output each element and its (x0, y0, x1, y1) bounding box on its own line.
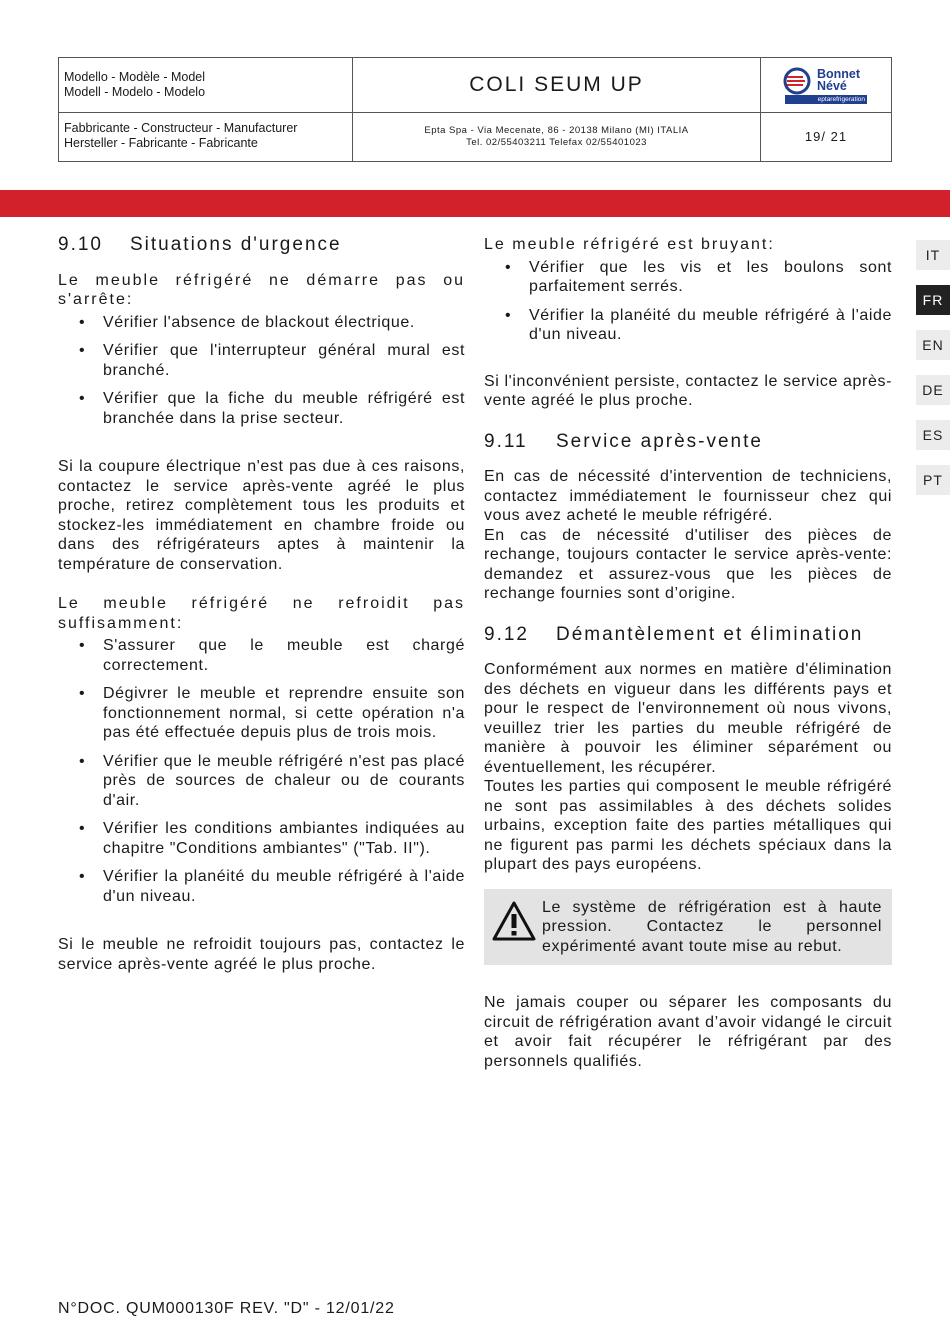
lang-tab-fr[interactable]: FR (916, 285, 950, 315)
model-label-2: Modell - Modelo - Modelo (64, 85, 206, 99)
logo-tagline: eptarefrigeration (785, 95, 867, 104)
logo-cell (761, 58, 891, 112)
spacer (484, 604, 892, 625)
lang-tab-en[interactable]: EN (916, 330, 950, 360)
manufacturer-label-cell (59, 113, 353, 162)
noisy-heading: Le meuble réfrigéré est bruyant: (484, 236, 775, 253)
not-cooling-checklist (58, 636, 465, 906)
no-start-heading: Le meuble réfrigéré ne démarre pas ou s'arrête: (58, 271, 465, 308)
manufacturer-label-2: Hersteller - Fabricante - Fabricante (64, 136, 258, 150)
warning-triangle-icon (492, 901, 536, 941)
list-item: • S'assurer que le meuble est chargé correctement. (103, 636, 465, 675)
model-label-cell (59, 58, 353, 112)
logo-line-2: Névé (817, 79, 847, 93)
header-row-model (59, 58, 891, 113)
section-title: Service après-vente (556, 430, 763, 452)
left-column (58, 235, 465, 974)
spacer (484, 411, 892, 432)
lang-tab-de[interactable]: DE (916, 375, 950, 405)
logo-swoosh-icon (783, 67, 811, 95)
not-cooling-heading: Le meuble réfrigéré ne refroidit pas suffisamment: (58, 595, 465, 632)
section-title: Démantèlement et élimination (556, 623, 864, 645)
address-cell (353, 113, 761, 162)
logo-line-1: Bonnet (817, 67, 861, 81)
spacer (58, 915, 465, 935)
persistent-issue-paragraph: Si l'inconvénient persiste, contactez le service après-vente agréé le plus proche. (484, 372, 892, 409)
header-row-manufacturer (59, 113, 891, 162)
list-item: • Vérifier que la fiche du meuble réfrigéré est branchée dans la prise secteur. (103, 389, 465, 428)
list-item: • Vérifier que les vis et les boulons sont parfaitement serrés. (529, 258, 892, 297)
lang-tab-it[interactable]: IT (916, 240, 950, 270)
model-label-1: Modello - Modèle - Model (64, 70, 206, 84)
list-item: • Dégivrer le meuble et reprendre ensuite son fonctionnement normal, si cette opération n'a pas été effectuée depuis plus de trois mois. (103, 684, 465, 743)
page-number: 19/ 21 (804, 129, 848, 144)
list-item: • Vérifier l'absence de blackout électrique. (103, 313, 465, 333)
noisy-checklist (484, 258, 892, 345)
manufacturer-label-1: Fabbricante - Constructeur - Manufacturer (64, 121, 298, 135)
final-paragraph: Ne jamais couper ou séparer les composants du circuit de réfrigération avant d’avoir vidangé le circuit et avoir fait récupérer le réfrigérant par des personnels qualifiés. (484, 994, 892, 1070)
spacer (484, 354, 892, 372)
address-line-1: Epta Spa - Via Mecenate, 86 - 20138 Milano (MI) ITALIA (424, 125, 689, 136)
brand-logo (783, 65, 869, 105)
lang-tab-es[interactable]: ES (916, 420, 950, 450)
lang-tab-pt[interactable]: PT (916, 465, 950, 495)
red-band-divider (0, 190, 950, 217)
address-line-2: Tel. 02/55403211 Telefax 02/55401023 (466, 137, 647, 148)
disposal-paragraph-2: Toutes les parties qui composent le meuble réfrigéré ne sont pas assimilables à des déchets solides urbains, exception faite des parties métalliques qui ne figurent pas parmi les déchets spéciaux dans la plupart des pays européens. (484, 778, 892, 873)
page-cell (761, 113, 891, 162)
section-number: 9.10 (58, 234, 103, 255)
still-not-cooling-paragraph: Si le meuble ne refroidit toujours pas, contactez le service après-vente agréé le plus proche. (58, 936, 465, 973)
service-paragraph-2: En cas de nécessité d'utiliser des pièces de rechange, toujours contacter le service après-vente: demandez et assurez-vous que les pièces de rechange fournies sont d’origine. (484, 526, 892, 602)
warning-box (484, 889, 892, 966)
power-cut-paragraph: Si la coupure électrique n'est pas due à ces raisons, contactez le service après-vente agréé le plus proche, retirez complètement tous les produits et stockez-les immédiatement en chambre froide ou dans des réfrigérateurs aptes à maintenir la température de conservation. (58, 458, 465, 573)
list-item: • Vérifier la planéité du meuble réfrigéré à l'aide d'un niveau. (103, 867, 465, 906)
section-heading-9-11 (484, 432, 892, 452)
list-item: • Vérifier les conditions ambiantes indiquées au chapitre "Conditions ambiantes" ("Tab. II"). (103, 819, 465, 858)
section-heading-9-12 (484, 625, 892, 645)
no-start-checklist (58, 313, 465, 429)
disposal-paragraph-1: Conformément aux normes en matière d'élimination des déchets en vigueur dans les différents pays et pour le respect de l'environnement où nous vivons, veuillez trier les parties du meuble réfrigéré de manière à pouvoir les éliminer séparément ou éventuellement, les récupérer. (484, 661, 892, 776)
list-item: • Vérifier que l'interrupteur général mural est branché. (103, 341, 465, 380)
section-number: 9.12 (484, 623, 529, 645)
model-name: COLI SEUM UP (469, 73, 644, 96)
right-column (484, 235, 892, 1071)
section-number: 9.11 (484, 430, 528, 452)
list-item: • Vérifier la planéité du meuble réfrigéré à l'aide d'un niveau. (529, 306, 892, 345)
spacer (58, 437, 465, 457)
header-table (58, 57, 892, 162)
manufacturer-address (353, 125, 760, 149)
section-heading-9-10 (58, 235, 465, 255)
warning-text: Le système de réfrigération est à haute pression. Contactez le personnel expérimenté avant toute mise au rebut. (542, 898, 882, 955)
spacer (484, 965, 892, 993)
service-paragraph-1: En cas de nécessité d'intervention de techniciens, contactez immédiatement le fournisseur chez qui vous avez acheté le meuble réfrigéré. (484, 468, 892, 524)
spacer (58, 574, 465, 594)
document-reference: N°DOC. QUM000130F REV. "D" - 12/01/22 (58, 1300, 395, 1317)
model-name-cell (353, 58, 761, 112)
list-item: • Vérifier que le meuble réfrigéré n'est pas placé près de sources de chaleur ou de courants d'air. (103, 752, 465, 811)
section-title: Situations d'urgence (130, 234, 342, 255)
